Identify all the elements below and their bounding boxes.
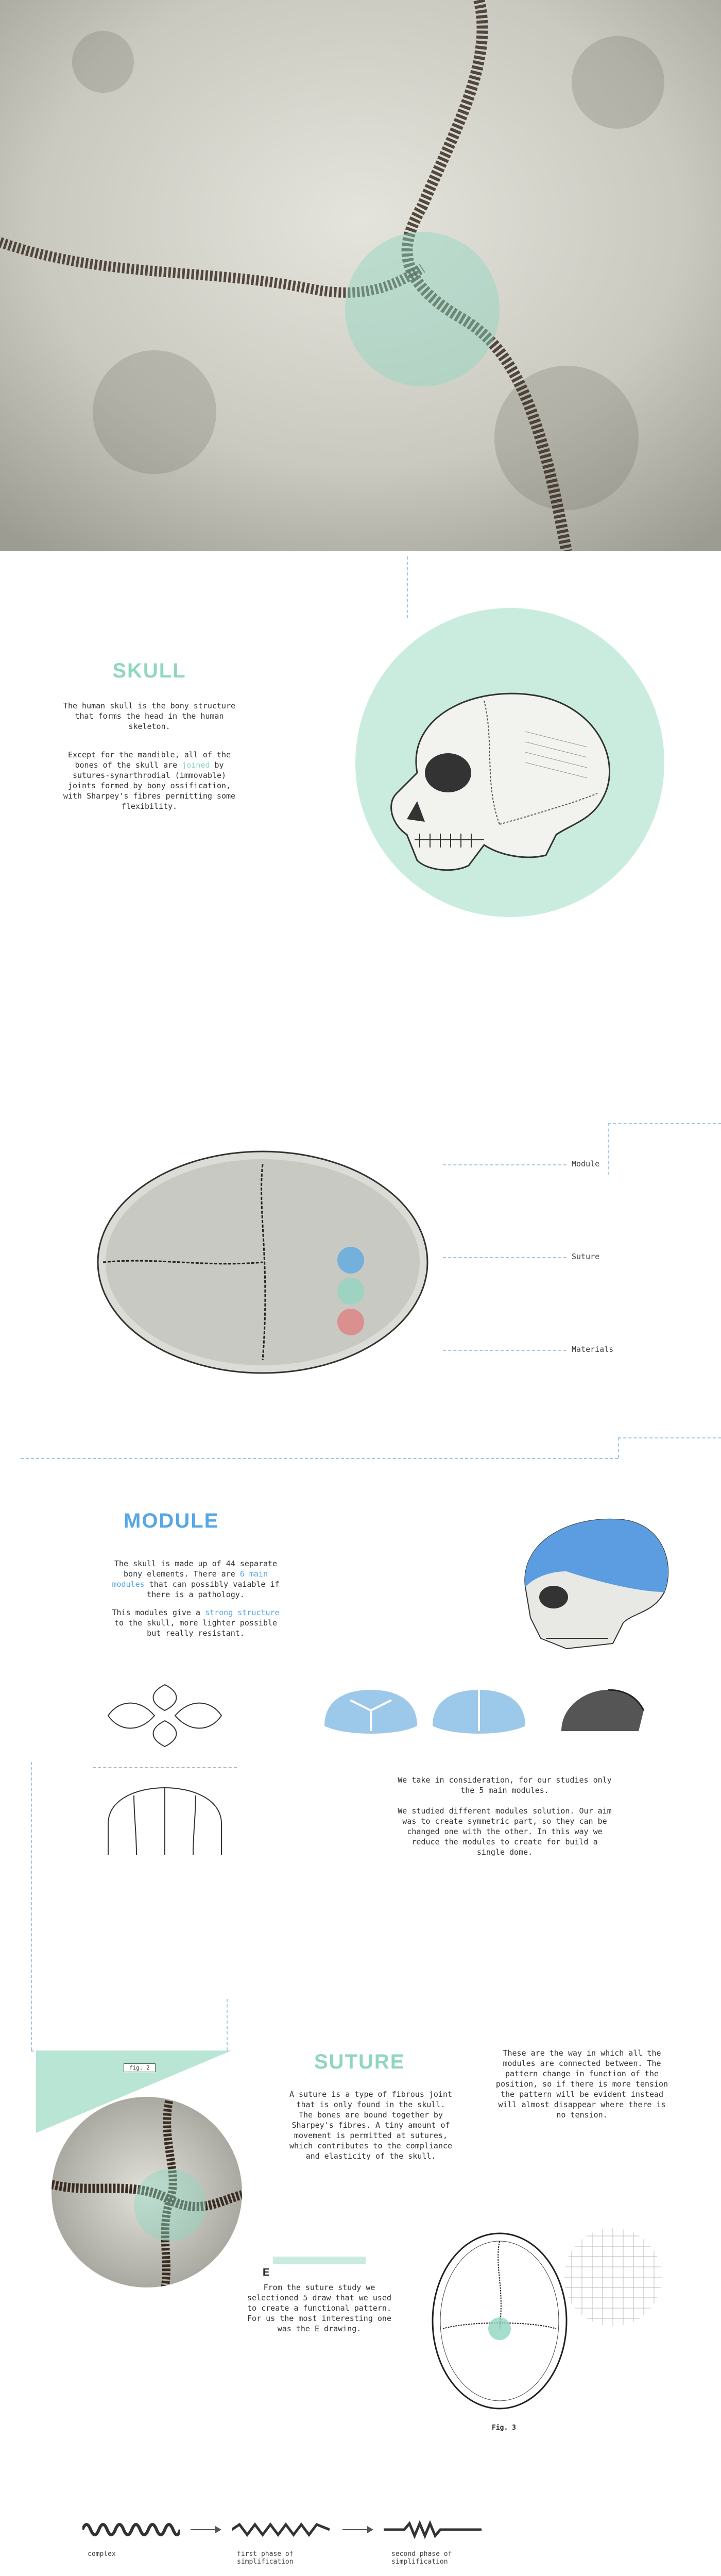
module-shapes-row — [319, 1680, 690, 1747]
module-section — [0, 1494, 721, 1958]
skull-paragraph-1: The human skull is the bony structure that forms the head in the human skeleton. — [63, 701, 236, 731]
simplification-row — [0, 2514, 721, 2571]
module-dome-diagram — [98, 1783, 232, 1860]
stage-label-first: first phase of simplification — [237, 2550, 294, 2566]
materials-marker — [337, 1309, 364, 1335]
pattern-complex — [82, 2519, 180, 2540]
skull-illustration — [330, 670, 639, 886]
suture-diagram-label: Fig. 3 — [492, 2424, 516, 2432]
top-view-section — [0, 1118, 721, 1406]
suture-paragraph-3: From the suture study we selectioned 5 draw that we used to create a functional pattern. For us the most interesting one was the E drawing. — [247, 2283, 391, 2333]
skull-figure-label: fig. 1.1 — [518, 917, 547, 924]
module-title: MODULE — [124, 1510, 219, 1532]
suture-paragraph-2: These are the way in which all the modules are connected between. The pattern change in function of the position, so if there is more tension the pattern will be evident instead will almost disappear where there is no tension. — [495, 2048, 668, 2120]
module-paragraph-1: The skull is made up of 44 separate bony elements. There are 6 main modules that can possibly vaiable if there is a pathology. — [112, 1559, 280, 1599]
suture-e-letter: E — [263, 2267, 271, 2278]
suture-photo — [52, 2097, 242, 2287]
suture-paragraph-1: A suture is a type of fibrous joint that is only found in the skull. The bones are bound together by Sharpey's fibres. A tiny amount of movement is permitted at sutures, which contributes to the compliance and elasticity of the skull. — [289, 2090, 453, 2161]
suture-e-swatch — [273, 2257, 366, 2264]
suture-skull-diagram — [422, 2226, 577, 2421]
suture-title: SUTURE — [314, 2050, 405, 2073]
stage-label-second: second phase of simplification — [391, 2550, 452, 2566]
suture-label: Suture — [572, 1252, 600, 1261]
module-paragraph-3: We take in consideration, for our studies only the 5 main modules. — [398, 1775, 612, 1795]
module-paragraph-4: We studied different modules solution. Our aim was to create symmetric part, so they can be changed one with the other. In this way we reduce the modules to create for build a single dome. — [398, 1806, 612, 1857]
stage-label-complex: complex — [88, 2550, 116, 2558]
skull-paragraph-2: Except for the mandible, all of the bones of the skull are joined by sutures-synarthrodial (immovable) joints formed by bony ossification, with Sharpey's fibres permitting some flexibility. — [63, 750, 236, 811]
skull-top-view — [93, 1133, 453, 1391]
skull-title: SKULL — [112, 659, 186, 682]
module-skull-illustration — [505, 1510, 680, 1664]
hero-suture-photo — [0, 0, 721, 551]
suture-figure-label: fig. 2 — [124, 2063, 156, 2072]
pattern-second-phase — [384, 2519, 482, 2540]
materials-label: Materials — [572, 1345, 614, 1354]
module-radial-diagram — [98, 1680, 232, 1752]
module-paragraph-2: This modules give a strong structure to the skull, more lighter possible but really resistant. — [112, 1608, 280, 1638]
arrow-icon — [342, 2523, 373, 2536]
hatched-circle-icon — [561, 2226, 664, 2329]
suture-marker — [337, 1278, 364, 1304]
arrow-icon — [191, 2523, 221, 2536]
suture-section — [0, 2009, 721, 2473]
skull-section — [0, 608, 721, 969]
pattern-first-phase — [232, 2519, 330, 2540]
module-label: Module — [572, 1159, 600, 1168]
module-marker — [337, 1247, 364, 1274]
